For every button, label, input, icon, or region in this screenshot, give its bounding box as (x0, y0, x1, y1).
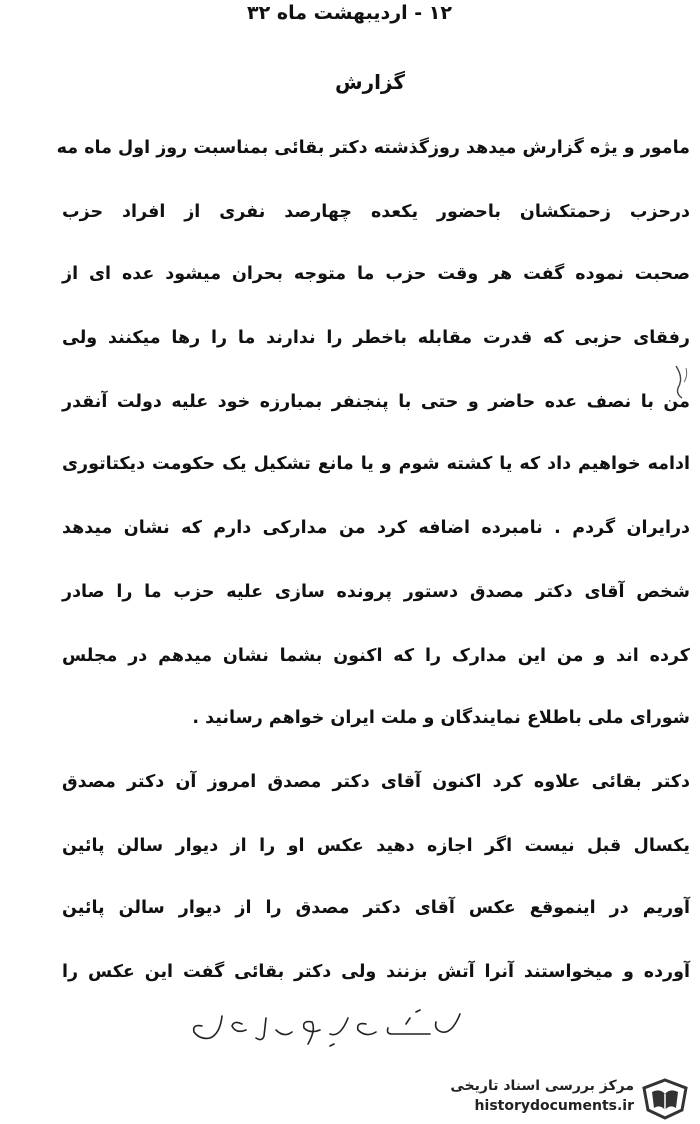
margin-mark-icon (672, 362, 692, 402)
body-line: کرده اند و من این مدارک را که اکنون بشما نشان میدهم در مجلس (62, 646, 690, 666)
body-line: صحبت نموده گفت هر وقت حزب ما متوجه بحران میشود عده ای از (62, 264, 690, 284)
body-line: رفقای حزبی که قدرت مقابله باخطر را ندارند ما را رها میکنند ولی (62, 328, 690, 348)
body-line: آورده و میخواستند آنرا آتش بزنند ولی دکتر بقائی گفت این عکس را (62, 962, 690, 982)
book-shield-logo-icon (638, 1076, 692, 1120)
watermark (428, 1076, 696, 1120)
body-line: دکتر بقائی علاوه کرد اکنون آقای دکتر مصدق امروز آن دکتر مصدق (62, 772, 690, 792)
watermark-url: historydocuments.ir (474, 1098, 634, 1114)
document-date: ۱۲ - اردیبهشت ماه ۳۲ (247, 2, 452, 24)
watermark-name: مرکز بررسی اسناد تاریخی (450, 1078, 634, 1094)
document-title: گزارش (334, 70, 406, 94)
body-line: درایران گردم . نامبرده اضافه کرد من مدارکی دارم که نشان میدهد (62, 518, 690, 538)
handwritten-signature (180, 1004, 470, 1058)
body-line: درحزب زحمتکشان باحضور یکعده چهارصد نفری از افراد حزب (62, 202, 690, 222)
body-line: شخص آقای دکتر مصدق دستور پرونده سازی علیه حزب ما را صادر (62, 582, 690, 602)
body-line: مامور و یژه گزارش میدهد روزگذشته دکتر بقائی بمناسبت روز اول ماه مه (56, 138, 690, 158)
body-line: آوریم در اینموقع عکس آقای دکتر مصدق را از دیوار سالن پائین (62, 898, 690, 918)
body-line: یکسال قبل نیست اگر اجازه دهید عکس او را از دیوار سالن پائین (62, 836, 690, 856)
body-line: من با نصف عده حاضر و حتی با پنجنفر بمبارزه خود علیه دولت آنقدر (62, 392, 690, 412)
body-line: ادامه خواهیم داد که یا کشته شوم و یا مانع تشکیل یک حکومت دیکتاتوری (62, 454, 690, 474)
body-line: شورای ملی باطلاع نمایندگان و ملت ایران خواهم رسانید . (192, 708, 690, 728)
